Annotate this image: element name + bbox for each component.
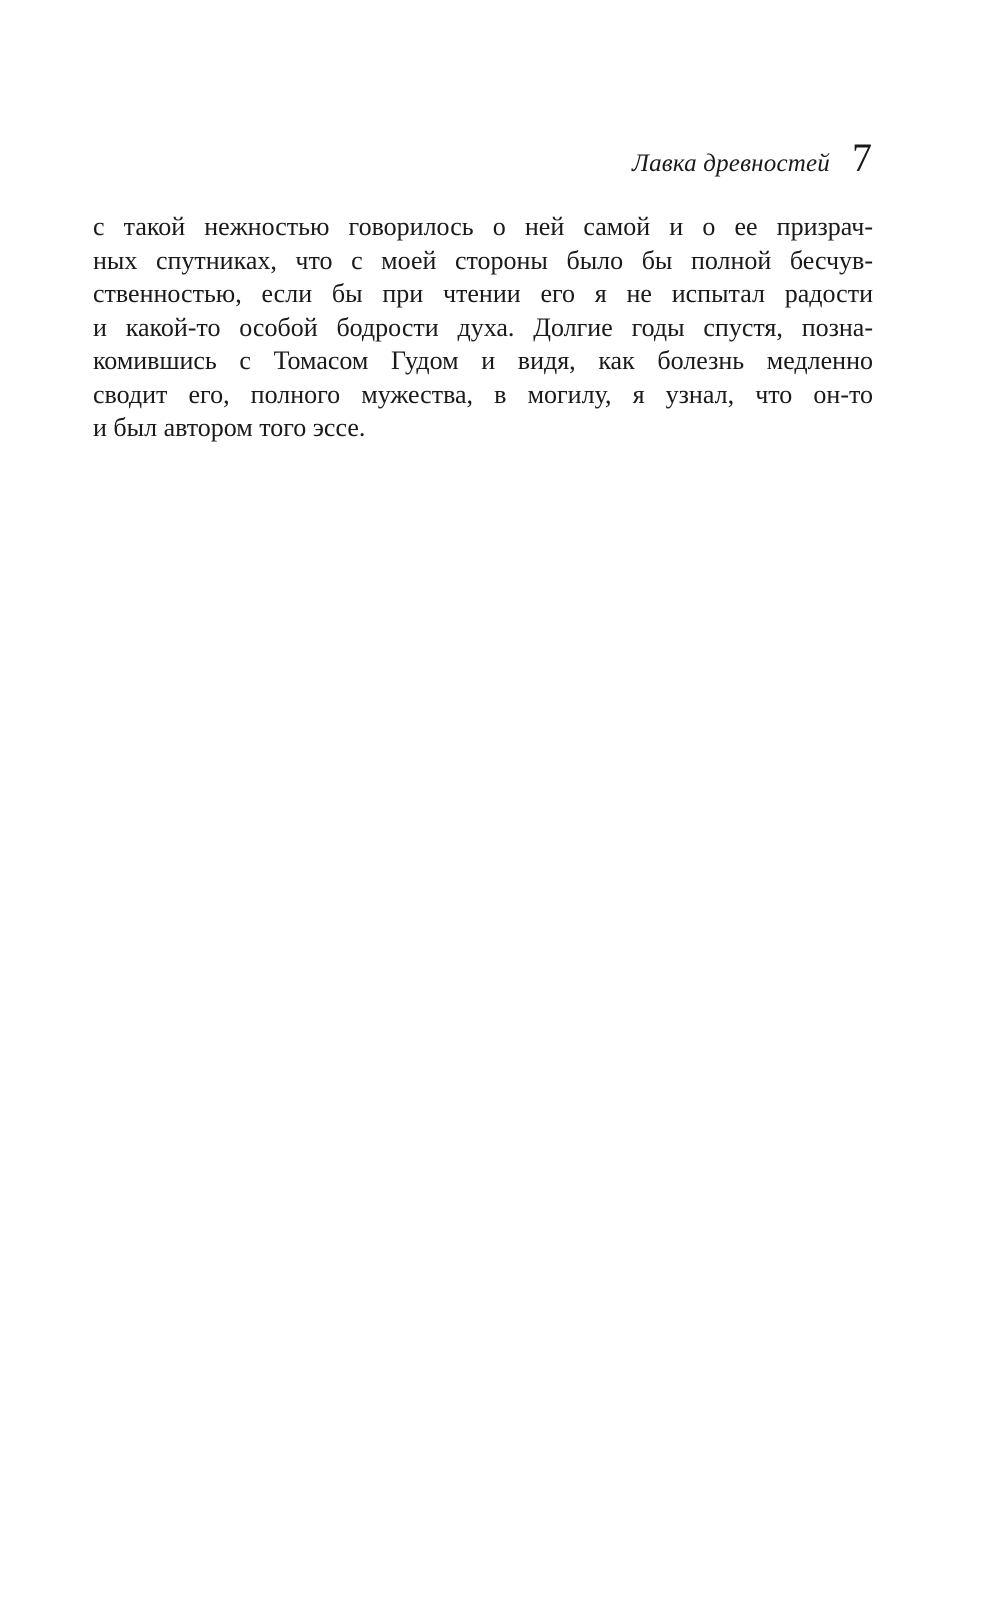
text-line: ственностью, если бы при чтении его я не испытал радости <box>93 279 873 308</box>
text-line: с такой нежностью говорилось о ней самой и о ее призрач- <box>93 212 873 241</box>
text-line: комившись с Томасом Гудом и видя, как болезнь медленно <box>93 346 873 375</box>
running-title: Лавка древностей <box>631 150 830 177</box>
text-line: сводит его, полного мужества, в могилу, я узнал, что он-то <box>93 379 873 409</box>
text-line: ных спутниках, что с моей стороны было бы полной бесчув- <box>93 245 873 275</box>
page-number: 7 <box>852 135 872 180</box>
text-line: и был автором того эссе. <box>93 413 366 442</box>
running-head <box>631 135 872 180</box>
text-line: и какой-то особой бодрости духа. Долгие годы спустя, позна- <box>93 312 873 342</box>
body-text <box>93 210 873 445</box>
